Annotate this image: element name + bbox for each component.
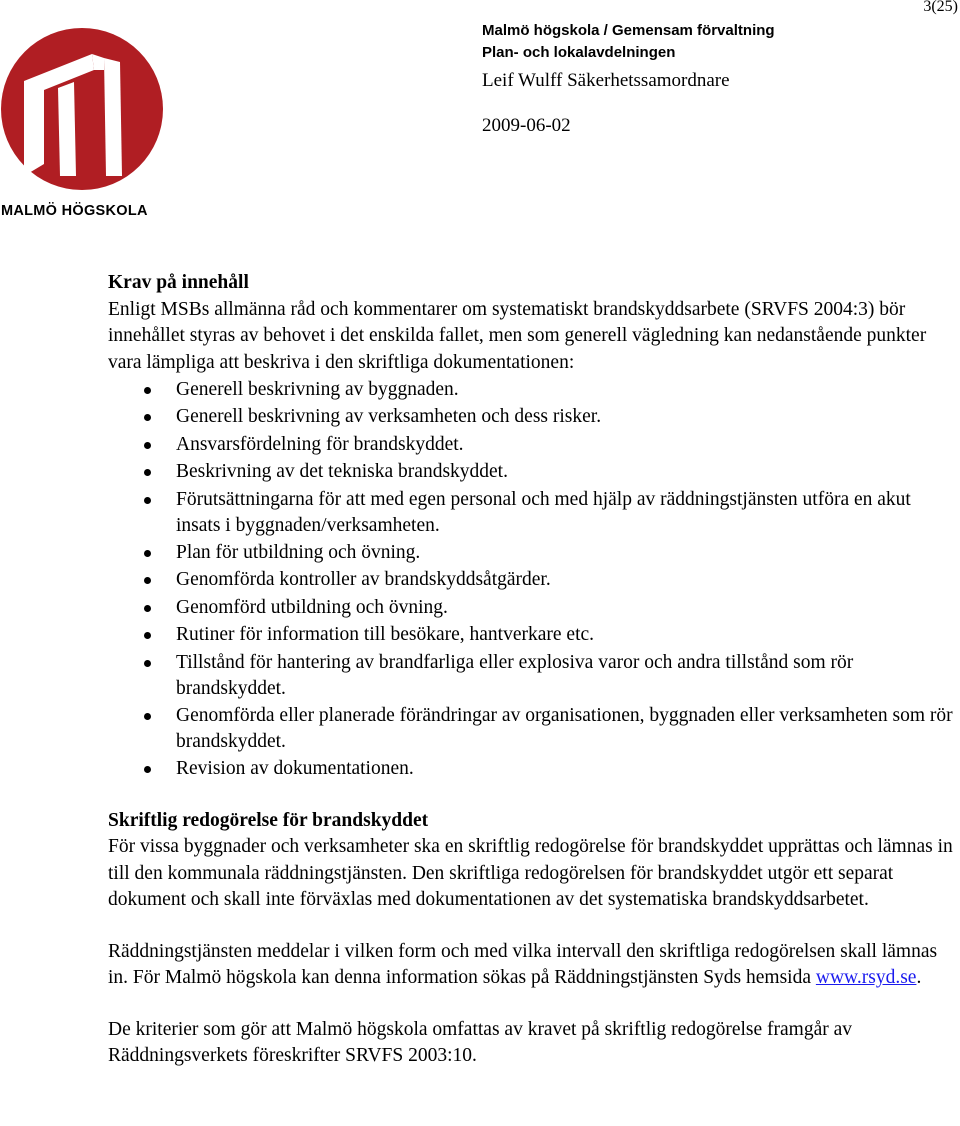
list-item: Ansvarsfördelning för brandskyddet. xyxy=(108,432,958,458)
logo-wordmark: MALMÖ HÖGSKOLA xyxy=(1,203,148,219)
paragraph: De kriterier som gör att Malmö högskola omfattas av kravet på skriftlig redogörelse framgår av Räddningsverkets föreskrifter SRVFS 2003:10. xyxy=(108,1018,853,1067)
paragraph xyxy=(108,939,958,992)
intro-paragraph: Enligt MSBs allmänna råd och kommentarer om systematiskt brandskyddsarbete (SRVFS 2004:3) bör innehållet styras av behovet i det enskilda fallet, men som generell vägledning kan nedanstående punkter vara lämpliga att beskriva i den skriftliga dokumentationen: xyxy=(108,298,927,373)
list-item: Genomförd utbildning och övning. xyxy=(108,595,958,621)
header-department: Plan- och lokalavdelningen xyxy=(482,44,676,61)
list-item: Genomförda eller planerade förändringar av organisationen, byggnaden eller verksamheten som rör brandskyddet. xyxy=(108,703,958,755)
list-item: Plan för utbildning och övning. xyxy=(108,540,958,566)
header-organisation: Malmö högskola / Gemensam förvaltning xyxy=(482,22,775,39)
list-item: Tillstånd för hantering av brandfarliga eller explosiva varor och andra tillstånd som rör brandskyddet. xyxy=(108,650,958,702)
header-author: Leif Wulff Säkerhetssamordnare xyxy=(482,70,730,91)
paragraph: För vissa byggnader och verksamheter ska en skriftlig redogörelse för brandskyddet upprättas och lämnas in till den kommunala räddningstjänsten. Den skriftliga redogörelsen för brandskyddet utgör ett separat dokument och skall inte förväxlas med dokumentationen av det systematiska brandskyddsarbetet. xyxy=(108,836,953,911)
list-item: Revision av dokumentationen. xyxy=(108,756,958,782)
paragraph-text: Räddningstjänsten meddelar i vilken form och med vilka intervall den skriftliga redogörelsen skall lämnas in. För Malmö högskola kan denna information sökas på Räddningstjänsten Syds hemsida xyxy=(108,940,938,989)
malmo-hogskola-logo xyxy=(0,26,166,226)
section-heading-written-statement: Skriftlig redogörelse för brandskyddet xyxy=(108,809,429,831)
requirements-list xyxy=(108,377,958,782)
list-item: Genomförda kontroller av brandskyddsåtgärder. xyxy=(108,567,958,593)
paragraph-text: . xyxy=(916,967,922,989)
header-date: 2009-06-02 xyxy=(482,115,571,136)
list-item: Förutsättningarna för att med egen personal och med hjälp av räddningstjänsten utföra en akut insats i byggnaden/verksamheten. xyxy=(108,487,958,539)
document-header xyxy=(482,20,775,137)
document-body xyxy=(108,270,958,1070)
list-item: Beskrivning av det tekniska brandskyddet. xyxy=(108,459,958,485)
list-item: Generell beskrivning av byggnaden. xyxy=(108,377,958,403)
list-item: Rutiner för information till besökare, hantverkare etc. xyxy=(108,622,958,648)
list-item: Generell beskrivning av verksamheten och dess risker. xyxy=(108,404,958,430)
section-heading-content-requirements: Krav på innehåll xyxy=(108,272,249,293)
rsyd-link[interactable]: www.rsyd.se xyxy=(815,967,917,989)
page-number: 3(25) xyxy=(923,0,958,15)
